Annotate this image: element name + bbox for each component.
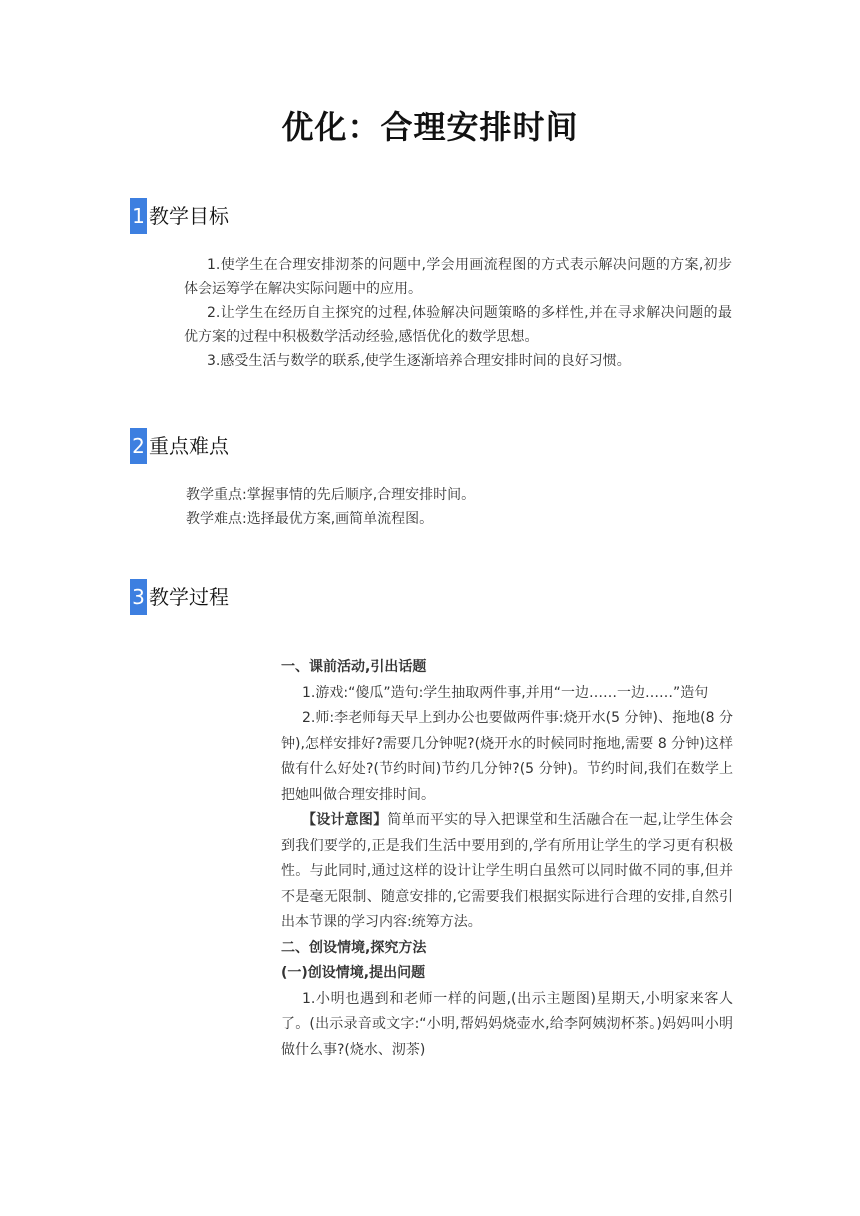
objective-item: 1.使学生在合理安排沏茶的问题中,学会用画流程图的方式表示解决问题的方案,初步体会运筹学在解决实际问题中的应用。 bbox=[184, 257, 732, 297]
process-heading: 一、课前活动,引出话题 bbox=[281, 659, 427, 675]
objectives-block bbox=[184, 253, 732, 373]
process-subheading: (一)创设情境,提出问题 bbox=[281, 965, 426, 981]
process-paragraph: 1.小明也遇到和老师一样的问题,(出示主题图)星期天,小明家来客人了。(出示录音或文字:“小明,帮妈妈烧壶水,给李阿姨沏杯茶。)妈妈叫小明做什么事?(烧水、沏茶) bbox=[281, 990, 733, 1058]
section-title: 教学过程 bbox=[149, 585, 229, 609]
page-title: 优化：合理安排时间 bbox=[281, 108, 579, 146]
section-title: 教学目标 bbox=[149, 204, 229, 228]
section-heading-process bbox=[130, 579, 229, 615]
section-heading-key-points bbox=[130, 428, 229, 464]
design-intent-label: 【设计意图】 bbox=[302, 812, 388, 828]
section-number: 3 bbox=[130, 579, 147, 615]
key-points-block bbox=[186, 483, 726, 531]
process-block bbox=[281, 655, 733, 1063]
design-intent-text: 简单而平实的导入把课堂和生活融合在一起,让学生体会到我们要学的,正是我们生活中要用到的,学有所用让学生的学习更有积极性。与此同时,通过这样的设计让学生明白虽然可以同时做不同的事,但并不是毫无限制、随意安排的,它需要我们根据实际进行合理的安排,自然引出本节课的学习内容:统筹方法。 bbox=[281, 812, 733, 930]
objective-item: 2.让学生在经历自主探究的过程,体验解决问题策略的多样性,并在寻求解决问题的最优方案的过程中积极数学活动经验,感悟优化的数学思想。 bbox=[184, 305, 732, 345]
process-paragraph: 1.游戏:“傻瓜”造句:学生抽取两件事,并用“一边……一边……”造句 bbox=[302, 684, 709, 701]
section-heading-objectives bbox=[130, 198, 229, 234]
section-number: 1 bbox=[130, 198, 147, 234]
objective-item: 3.感受生活与数学的联系,使学生逐渐培养合理安排时间的良好习惯。 bbox=[207, 353, 631, 369]
key-point-item: 教学难点:选择最优方案,画简单流程图。 bbox=[186, 511, 434, 527]
key-point-item: 教学重点:掌握事情的先后顺序,合理安排时间。 bbox=[186, 487, 476, 503]
process-paragraph: 2.师:李老师每天早上到办公也要做两件事:烧开水(5 分钟)、拖地(8 分钟),怎样安排好?需要几分钟呢?(烧开水的时候同时拖地,需要 8 分钟)这样做有什么好处?(节约时间)节约几分钟?(5 分钟)。节约时间,我们在数学上把她叫做合理安排时间。 bbox=[281, 710, 733, 803]
process-heading: 二、创设情境,探究方法 bbox=[281, 939, 427, 956]
section-title: 重点难点 bbox=[149, 434, 229, 458]
design-intent-paragraph bbox=[281, 808, 733, 936]
section-number: 2 bbox=[130, 428, 147, 464]
